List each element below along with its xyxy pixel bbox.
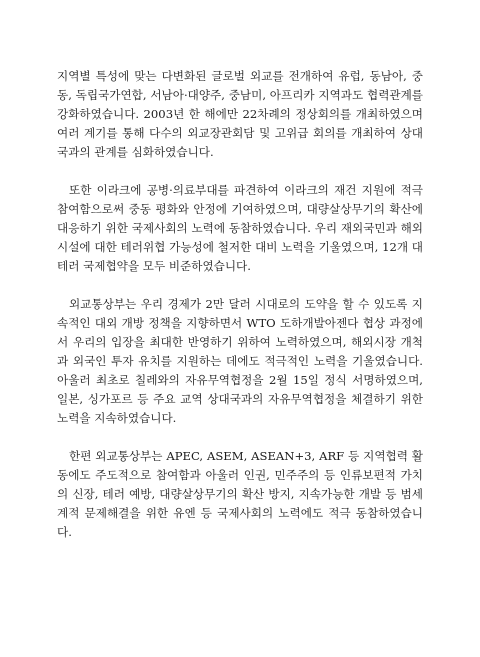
paragraph-iraq-security: 또한 이라크에 공병·의료부대를 파견하여 이라크의 재건 지원에 적극 참여함으로써 중동 평화와 안정에 기여하였으며, 대량살상무기의 확산에 대응하기 위한 국제사회의 노력에 동참하였습니다. 우리 재외국민과 해외 시설에 대한 테러위협 가능성에 철저한 대비 노력을 기울였으며, 12개 대테러 국제협약을 모두 비준하였습니다.	[57, 183, 423, 273]
paragraph-regional-diplomacy: 지역별 특성에 맞는 다변화된 글로벌 외교를 전개하여 유럽, 동남아, 중동, 독립국가연합, 서남아·대양주, 중남미, 아프리카 지역과도 협력관계를 강화하였습니다. 2003년 한 해에만 22차례의 정상회의를 개최하였으며 여러 계기를 통해 다수의 외교장관회담 및 고위급 회의를 개최하여 상대국과의 관계를 심화하였습니다.	[57, 69, 423, 159]
paragraph-regional-cooperation: 한편 외교통상부는 APEC, ASEM, ASEAN+3, ARF 등 지역협력 활동에도 주도적으로 참여함과 아울러 인권, 민주주의 등 인류보편적 가치의 신장, 테러 예방, 대량살상무기의 확산 방지, 지속가능한 개발 등 범세계적 문제해결을 위한 유엔 등 국제사회의 노력에도 적극 동참하였습니다.	[57, 449, 423, 539]
body-text	[57, 67, 423, 561]
paragraph-trade-economy: 외교통상부는 우리 경제가 2만 달러 시대로의 도약을 할 수 있도록 지속적인 대외 개방 정책을 지향하면서 WTO 도하개발아젠다 협상 과정에서 우리의 입장을 최대한 반영하기 위하여 노력하였으며, 해외시장 개척과 외국인 투자 유치를 지원하는 데에도 적극적인 노력을 기울였습니다. 아울러 최초로 칠레와의 자유무역협정을 2월 15일 정식 서명하였으며, 일본, 싱가포르 등 주요 교역 상대국과의 자유무역협정을 체결하기 위한 노력을 지속하였습니다.	[57, 297, 423, 425]
